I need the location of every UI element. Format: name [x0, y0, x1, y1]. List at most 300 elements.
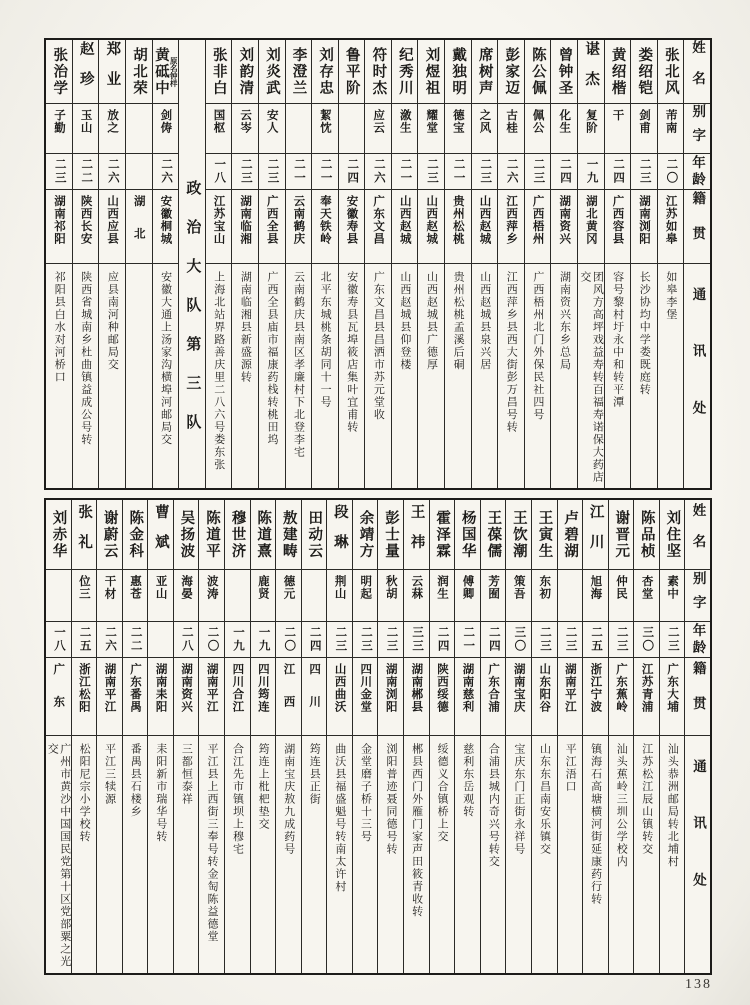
person-name-text: 张治学 — [51, 46, 68, 97]
person-column — [550, 40, 577, 488]
courtesy-name — [481, 570, 506, 622]
person-name-text: 彭士量 — [383, 509, 400, 560]
person-name — [430, 500, 455, 570]
age-value — [276, 622, 301, 658]
courtesy-name — [455, 570, 480, 622]
address-text: 如皋李堡 — [664, 271, 677, 321]
native-place-text: 湖南资兴 — [180, 663, 193, 713]
person-column — [71, 500, 97, 973]
address-text: 绥德义合镇桥上交 — [436, 743, 449, 843]
age-value-text: 二四 — [436, 626, 449, 653]
person-name-text: 符时杰 — [370, 46, 387, 97]
age-value — [404, 622, 429, 658]
person-name — [558, 500, 583, 570]
age-value-text: 二一 — [399, 158, 412, 185]
age-value — [251, 622, 276, 658]
courtesy-name-text: 德宝 — [451, 109, 464, 134]
person-column — [338, 40, 365, 488]
address-text: 广东文昌县昌洒市苏元堂收 — [372, 271, 385, 421]
courtesy-name — [174, 570, 199, 622]
address-text: 长沙协均中学娄既庭转 — [638, 271, 651, 396]
person-name — [609, 500, 634, 570]
address-text: 北平东城桃条胡同十一号 — [319, 271, 332, 409]
person-column — [454, 500, 480, 973]
age-value — [578, 154, 604, 190]
native-place-text: 四川金堂 — [359, 663, 372, 713]
age-value — [72, 622, 97, 658]
address-text: 安徽寿县瓦埠筱店集叶宜甫转 — [345, 271, 358, 434]
address — [148, 736, 173, 973]
header-label-text: 籍贯 — [690, 661, 706, 732]
native-place-text: 广西梧州 — [531, 195, 544, 245]
header-label-text: 姓名 — [690, 503, 706, 566]
native-place — [153, 190, 179, 264]
courtesy-name — [232, 104, 258, 154]
person-name-text: 胡北荣 — [130, 46, 147, 97]
courtesy-name — [97, 570, 122, 622]
courtesy-name — [302, 570, 327, 622]
age-value-text: 二一 — [319, 158, 332, 185]
address — [378, 736, 403, 973]
age-value-text: 二三 — [532, 158, 545, 185]
address-text: 江苏松江辰山镇转交 — [640, 743, 653, 856]
age-value — [99, 154, 125, 190]
person-name-text: 陈道熹 — [255, 509, 272, 560]
person-name — [302, 500, 327, 570]
native-place-text: 广东番禺 — [129, 663, 142, 713]
address — [430, 736, 455, 973]
native-place-text: 浙江宁波 — [589, 663, 602, 713]
person-column — [429, 500, 455, 973]
roster-table-bottom — [44, 498, 712, 975]
age-value — [392, 154, 418, 190]
age-value-text: 三〇 — [641, 626, 654, 653]
native-place — [259, 190, 285, 264]
courtesy-name-text: 鹿贤 — [256, 575, 269, 600]
native-place-text: 湖北黄冈 — [584, 195, 597, 245]
native-place — [578, 190, 604, 264]
address-text: 应县南河种邮局交 — [106, 271, 119, 371]
age-value — [660, 622, 685, 658]
courtesy-name — [378, 570, 403, 622]
native-place — [660, 658, 685, 736]
age-value-text: 三三 — [411, 626, 424, 653]
age-value — [302, 622, 327, 658]
age-value — [174, 622, 199, 658]
person-name — [46, 40, 72, 104]
native-place-text: 江西 — [282, 663, 295, 728]
person-name-text: 霍泽霖 — [434, 509, 451, 560]
person-name — [481, 500, 506, 570]
native-place — [532, 658, 557, 736]
person-name-text: 谢蔚云 — [101, 509, 118, 560]
address — [481, 736, 506, 973]
courtesy-name — [276, 570, 301, 622]
person-name — [455, 500, 480, 570]
courtesy-name-text: 仲民 — [615, 575, 627, 600]
person-name-text: 郑业 — [104, 41, 121, 102]
header-column — [683, 40, 710, 488]
courtesy-name — [430, 570, 455, 622]
address-text: 广西梧州北门外保民社四号 — [531, 271, 544, 421]
unit-divider — [178, 40, 205, 488]
address-text: 宝庆东门正街永祥号 — [512, 743, 525, 856]
age-value-text: 二六 — [372, 158, 385, 185]
address — [558, 736, 583, 973]
age-value-text: 二三 — [564, 626, 577, 653]
address — [46, 736, 71, 973]
native-place-text: 四川筠连 — [256, 663, 269, 713]
person-name-text: 黄绍楷 — [609, 46, 626, 97]
address — [578, 264, 604, 488]
native-place-text: 贵州松桃 — [451, 195, 464, 245]
native-place-text: 湖南平江 — [103, 663, 116, 713]
native-place — [46, 658, 71, 736]
native-place — [73, 190, 99, 264]
person-name — [353, 500, 378, 570]
age-value — [148, 622, 173, 658]
age-value — [498, 154, 524, 190]
native-place-text: 江西萍乡 — [505, 195, 518, 245]
person-name — [392, 40, 418, 104]
header-label-address — [684, 264, 710, 488]
age-value — [658, 154, 684, 190]
person-name — [312, 40, 338, 104]
address — [206, 264, 232, 488]
age-value — [259, 154, 285, 190]
native-place-text: 山西应县 — [106, 195, 119, 245]
person-column — [125, 40, 152, 488]
age-value-text: 二三 — [53, 158, 66, 185]
courtesy-name — [153, 104, 179, 154]
person-name — [148, 500, 173, 570]
courtesy-name — [558, 570, 583, 622]
person-name-text: 杨国华 — [459, 509, 476, 560]
courtesy-name-text: 玉山 — [79, 109, 92, 134]
age-value-text: 二三 — [426, 158, 439, 185]
age-value — [199, 622, 224, 658]
age-value — [551, 154, 577, 190]
age-value — [339, 154, 365, 190]
age-value — [605, 154, 631, 190]
person-name-text: 田动云 — [306, 509, 323, 560]
courtesy-name — [418, 104, 444, 154]
header-label-courtesy — [685, 570, 710, 622]
courtesy-name-text: 剑甫 — [638, 109, 651, 134]
native-place-text: 湖南祁阳 — [52, 195, 65, 245]
address-text: 松阳尼宗小学校转 — [78, 743, 91, 843]
courtesy-name-text: 素中 — [666, 575, 679, 600]
person-name — [206, 40, 232, 104]
person-name — [276, 500, 301, 570]
age-value — [46, 622, 71, 658]
address — [472, 264, 498, 488]
person-name — [225, 500, 250, 570]
person-name-text: 王饮潮 — [510, 509, 527, 560]
age-value-text: 一八 — [53, 626, 65, 653]
person-name — [259, 40, 285, 104]
person-column — [659, 500, 685, 973]
person-name — [46, 500, 71, 570]
native-place-text: 湖南浏阳 — [384, 663, 397, 713]
native-place — [123, 658, 148, 736]
person-column — [524, 40, 551, 488]
age-value-text: 二一 — [293, 158, 306, 185]
age-value — [418, 154, 444, 190]
person-column — [147, 500, 173, 973]
person-name-text: 陈品桢 — [638, 509, 655, 560]
native-place-text: 湖南资兴 — [558, 195, 571, 245]
address — [605, 264, 631, 488]
address — [634, 736, 659, 973]
person-column — [633, 500, 659, 973]
person-column — [173, 500, 199, 973]
age-value-text: 二四 — [346, 158, 359, 185]
address — [174, 736, 199, 973]
age-value-text: 二三 — [479, 158, 492, 185]
person-name-text: 鲁平阶 — [343, 46, 360, 97]
courtesy-name-text: 德元 — [282, 575, 295, 600]
courtesy-name — [73, 104, 99, 154]
age-value — [583, 622, 608, 658]
native-place-text: 奉天铁岭 — [318, 195, 331, 245]
native-place-text: 湖北 — [132, 195, 145, 260]
address — [609, 736, 634, 973]
native-place-text: 云南鹤庆 — [292, 195, 305, 245]
native-place — [378, 658, 403, 736]
native-place-text: 四川合江 — [231, 663, 244, 713]
courtesy-name — [506, 570, 531, 622]
person-name-text: 戴独明 — [450, 46, 467, 97]
person-name — [153, 40, 179, 104]
native-place — [634, 658, 659, 736]
header-label-courtesy — [684, 104, 710, 154]
age-value — [97, 622, 122, 658]
age-value-text: 二一 — [452, 158, 465, 185]
person-name — [525, 40, 551, 104]
person-name — [339, 40, 365, 104]
age-value — [225, 622, 250, 658]
address — [327, 736, 352, 973]
person-name — [327, 500, 352, 570]
courtesy-name-text: 位三 — [77, 575, 90, 600]
address-text: 合浦县城内奇兴号转交 — [487, 743, 500, 868]
native-place-text: 广东 — [52, 663, 65, 728]
person-column — [557, 500, 583, 973]
native-place-text: 广西全县 — [265, 195, 278, 245]
native-place-text: 山西赵城 — [398, 195, 411, 245]
native-place — [609, 658, 634, 736]
courtesy-name-text: 国枢 — [212, 109, 225, 134]
courtesy-name — [251, 570, 276, 622]
person-column — [531, 500, 557, 973]
person-name — [232, 40, 258, 104]
native-place — [225, 658, 250, 736]
person-column — [403, 500, 429, 973]
native-place — [455, 658, 480, 736]
age-value — [353, 622, 378, 658]
courtesy-name-text: 惠苍 — [129, 575, 142, 600]
courtesy-name — [578, 104, 604, 154]
header-column — [684, 500, 710, 973]
courtesy-name — [206, 104, 232, 154]
native-place — [72, 658, 97, 736]
person-name-text: 赵珍 — [77, 41, 94, 102]
native-place — [404, 658, 429, 736]
address-text: 祁阳县白水对河桥口 — [53, 271, 66, 384]
address — [126, 264, 152, 488]
native-place — [418, 190, 444, 264]
age-value — [123, 622, 148, 658]
address — [583, 736, 608, 973]
courtesy-name — [525, 104, 551, 154]
person-name-text: 余靖方 — [357, 509, 374, 560]
courtesy-name — [445, 104, 471, 154]
native-place-text: 安徽寿县 — [345, 195, 358, 245]
person-column — [630, 40, 657, 488]
courtesy-name-text: 旭海 — [589, 575, 602, 600]
person-name — [498, 40, 524, 104]
person-name-text: 张礼 — [76, 504, 93, 565]
courtesy-name — [631, 104, 657, 154]
person-name — [583, 500, 608, 570]
person-name — [365, 40, 391, 104]
person-name-text: 席树声 — [476, 46, 493, 97]
address-text: 曲沃县福盛魁号转南太许村 — [333, 743, 346, 893]
person-column — [364, 40, 391, 488]
person-name-text: 纪秀川 — [396, 46, 413, 97]
address-text: 陕西省城南乡杜曲镇益成公号转 — [79, 271, 92, 446]
courtesy-name-text: 佩公 — [531, 109, 544, 134]
person-column — [352, 500, 378, 973]
courtesy-name-text: 策吾 — [512, 575, 525, 600]
person-column — [258, 40, 285, 488]
age-value — [525, 154, 551, 190]
address-text: 云南鹤庆县南区孝廉村下北登李宅 — [292, 271, 305, 459]
address — [259, 264, 285, 488]
person-name-text: 谢晋元 — [613, 509, 630, 560]
address — [392, 264, 418, 488]
courtesy-name-text: 耀堂 — [425, 109, 438, 134]
native-place-text: 湖南慈利 — [461, 663, 474, 713]
age-value — [472, 154, 498, 190]
native-place-text: 湖南平江 — [563, 663, 576, 713]
person-name-text: 张北风 — [662, 46, 679, 97]
native-place-text: 山西赵城 — [478, 195, 491, 245]
address-text: 筠连上枇杷垫交 — [257, 743, 270, 831]
address-text: 广州市黄沙中国国民党第十区党部粟之光交 — [46, 743, 71, 968]
courtesy-name — [148, 570, 173, 622]
age-value-text: 二三 — [615, 626, 628, 653]
native-place — [506, 658, 531, 736]
address — [97, 736, 122, 973]
native-place — [353, 658, 378, 736]
age-value — [378, 622, 403, 658]
native-place — [302, 658, 327, 736]
person-column — [152, 40, 179, 488]
person-name-text: 陈公佩 — [529, 46, 546, 97]
header-label-text: 通讯处 — [690, 287, 706, 458]
person-name — [605, 40, 631, 104]
native-place-text: 广东合浦 — [487, 663, 500, 713]
age-value-text: 二二 — [129, 626, 142, 653]
courtesy-name — [605, 104, 631, 154]
courtesy-name — [353, 570, 378, 622]
address — [525, 264, 551, 488]
native-place-text: 江苏宝山 — [212, 195, 225, 245]
person-name-text: 王葆儒 — [485, 509, 502, 560]
person-name-text: 江川 — [587, 504, 604, 565]
native-place — [551, 190, 577, 264]
courtesy-name-text: 放之 — [106, 109, 119, 134]
native-place-text: 安徽桐城 — [159, 195, 172, 245]
native-place — [126, 190, 152, 264]
age-value — [327, 622, 352, 658]
age-value-text: 二四 — [558, 158, 571, 185]
header-label-age — [685, 622, 710, 658]
courtesy-name — [660, 570, 685, 622]
address-text: 山西赵城县仰登楼 — [398, 271, 411, 371]
courtesy-name-text: 海晏 — [180, 575, 193, 600]
header-label-text: 姓名 — [689, 40, 705, 103]
age-value — [455, 622, 480, 658]
address — [73, 264, 99, 488]
person-column — [471, 40, 498, 488]
native-place-text: 浙江松阳 — [77, 663, 90, 713]
person-name-text: 彭家迈 — [503, 46, 520, 97]
person-column — [250, 500, 276, 973]
courtesy-name-text: 子勤 — [52, 109, 65, 134]
age-value — [445, 154, 471, 190]
person-name-text: 曹斌 — [152, 504, 169, 565]
courtesy-name-text: 之风 — [478, 109, 491, 134]
age-value — [481, 622, 506, 658]
person-column — [604, 40, 631, 488]
person-column — [198, 500, 224, 973]
courtesy-name-text: 干材 — [103, 575, 116, 600]
person-column — [577, 40, 604, 488]
courtesy-name-text: 复阶 — [584, 109, 597, 134]
age-value — [609, 622, 634, 658]
native-place — [631, 190, 657, 264]
age-value — [631, 154, 657, 190]
age-value-text: 一九 — [585, 158, 598, 185]
address-text: 容号黎村圩永中和转平潭 — [611, 271, 624, 409]
courtesy-name-text: 云岑 — [239, 109, 252, 134]
person-column — [72, 40, 99, 488]
original-name-note: 原名钟样 — [169, 56, 179, 87]
courtesy-name — [583, 570, 608, 622]
person-name-text: 刘韵清 — [237, 46, 254, 97]
person-name — [99, 40, 125, 104]
person-name — [418, 40, 444, 104]
address — [658, 264, 684, 488]
address-text: 浏阳普迹聂同德号转 — [385, 743, 398, 856]
native-place — [472, 190, 498, 264]
header-label-text: 别字 — [690, 571, 706, 620]
native-place — [251, 658, 276, 736]
native-place-text: 湖南浏阳 — [638, 195, 651, 245]
person-name-text: 敖建畴 — [280, 509, 297, 560]
courtesy-name — [259, 104, 285, 154]
address-text: 江西萍乡县西大街彭万昌号转 — [505, 271, 518, 434]
address — [276, 736, 301, 973]
header-label-text: 籍贯 — [690, 191, 706, 262]
native-place-text: 湖南郴县 — [410, 663, 423, 713]
native-place — [206, 190, 232, 264]
courtesy-name-text: 秋胡 — [384, 575, 397, 600]
address-text: 筠连县正街 — [308, 743, 321, 806]
